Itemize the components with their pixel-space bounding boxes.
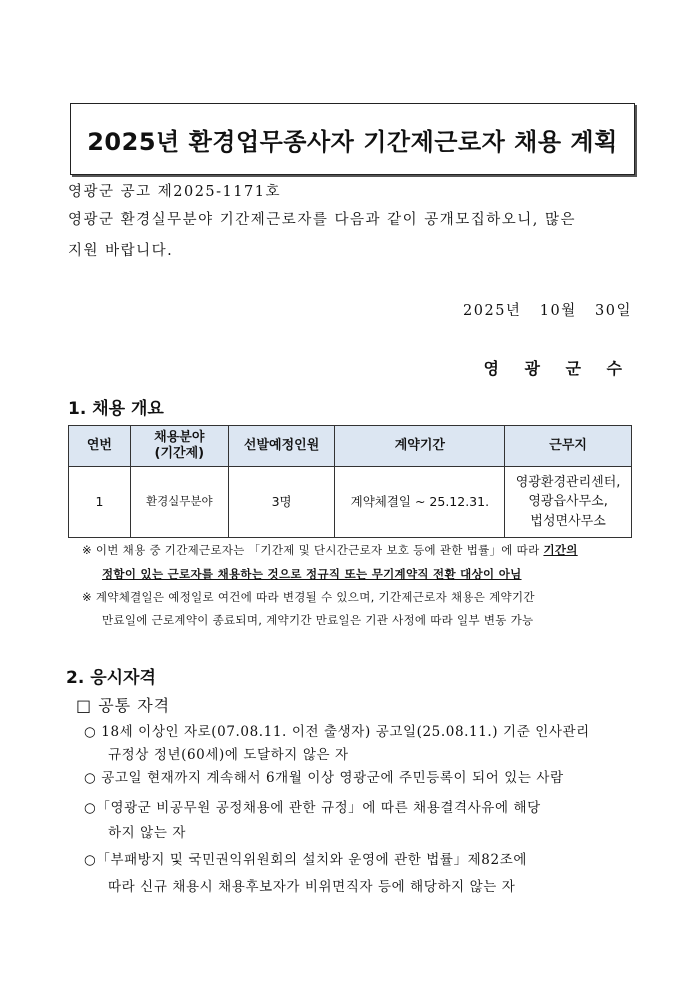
- qualification-item-4-cont: 따라 신규 채용시 채용후보자가 비위면직자 등에 해당하지 않는 자: [108, 879, 516, 895]
- note-1-emphasis: 기간의: [543, 543, 578, 557]
- note-2-cont: 만료일에 근로계약이 종료되며, 계약기간 만료일은 기관 사정에 따라 일부 변동 가능: [102, 613, 534, 627]
- qualification-item-1-cont: 규정상 정년(60세)에 도달하지 않은 자: [108, 747, 349, 763]
- header-field: [130, 426, 228, 467]
- section-2-heading: 2. 응시자격: [66, 668, 156, 688]
- qualification-item-4: ○「부패방지 및 국민권익위원회의 설치와 운영에 관한 법률」제82조에: [84, 852, 527, 868]
- qualification-item-3: ○「영광군 비공무원 공정채용에 관한 규정」에 따른 채용결격사유에 해당: [84, 800, 541, 816]
- header-field-line1: 채용분야: [154, 429, 205, 445]
- header-period: 계약기간: [335, 426, 505, 467]
- qualification-item-3-cont: 하지 않는 자: [108, 825, 186, 841]
- cell-field: 환경실무분야: [130, 467, 228, 538]
- table-header-row: [69, 426, 632, 467]
- document-title: 2025년 환경업무종사자 기간제근로자 채용 계획: [87, 127, 618, 156]
- header-place: 근무지: [505, 426, 632, 467]
- note-1-text: ※ 이번 채용 중 기간제근로자는 「기간제 및 단시간근로자 보호 등에 관한 법률」에 따라: [82, 543, 544, 557]
- header-field-line2: (기간제): [154, 446, 205, 461]
- common-qualification-heading: □ 공통 자격: [76, 696, 171, 715]
- issuer: 영 광 군 수: [483, 359, 632, 378]
- cell-period: 계약체결일 ~ 25.12.31.: [335, 467, 505, 538]
- title-box: [70, 103, 635, 175]
- table-row: [69, 467, 632, 538]
- place-1: 영광환경관리센터,: [515, 474, 621, 490]
- note-1-emphasis-cont: 정함이 있는 근로자를 채용하는 것으로 정규직 또는 무기계약직 전환 대상이 아님: [102, 567, 522, 581]
- note-2: ※ 계약체결일은 예정일로 여건에 따라 변경될 수 있으며, 기간제근로자 채용은 계약기간: [82, 590, 535, 604]
- place-2: 영광읍사무소,: [528, 494, 608, 510]
- header-count: 선발예정인원: [228, 426, 335, 467]
- cell-place: [505, 467, 632, 538]
- intro-line-2: 지원 바랍니다.: [68, 243, 174, 259]
- header-no: 연번: [69, 426, 131, 467]
- recruitment-table: [68, 425, 632, 538]
- cell-no: 1: [69, 467, 131, 538]
- note-1: [82, 542, 578, 558]
- cell-count: 3명: [228, 467, 335, 538]
- notice-date: 2025년 10월 30일: [463, 303, 632, 319]
- section-1-heading: 1. 채용 개요: [68, 399, 164, 419]
- place-3: 법성면사무소: [530, 513, 606, 529]
- qualification-item-2: ○ 공고일 현재까지 계속해서 6개월 이상 영광군에 주민등록이 되어 있는 사람: [84, 770, 564, 786]
- intro-line-1: 영광군 환경실무분야 기간제근로자를 다음과 같이 공개모집하오니, 많은: [68, 212, 576, 228]
- qualification-item-1: ○ 18세 이상인 자로(07.08.11. 이전 출생자) 공고일(25.08.11.) 기준 인사관리: [84, 724, 590, 740]
- notice-number: 영광군 공고 제2025-1171호: [68, 184, 281, 200]
